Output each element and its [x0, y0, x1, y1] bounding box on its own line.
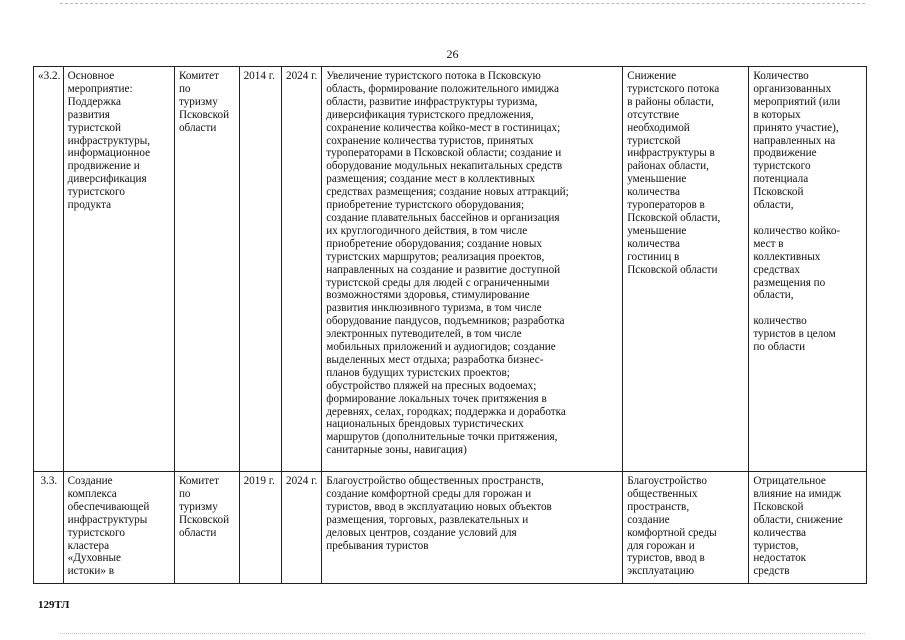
scan-artifact-bottom — [60, 633, 865, 635]
scan-artifact-top — [60, 3, 865, 5]
document-code: 129ТЛ — [38, 599, 70, 611]
end-year: 2024 г. — [281, 67, 321, 472]
consequences-of-non-implementation: Снижение туристского потока в районы области, отсутствие необходимой туристской инфраструктуры в районах области, уменьшение количества туроператоров в Псковской области, уменьшение количества гостиниц в Псковской области — [623, 67, 749, 472]
consequences-of-non-implementation: Благоустройство общественных пространств, создание комфортной среды для горожан и туристов, ввод в эксплуатацию — [623, 472, 749, 584]
table-row — [34, 67, 867, 472]
expected-result: Увеличение туристского потока в Псковскую область, формирование положительного имиджа области, развитие инфраструктуры туризма, диверсификация туристского предложения, сохранение количества койко-мест в гостиницах; сохранение количества туристов, принятых туроператорами в Псковской области; создание и оборудование модульных некапитальных средств размещения; создание мест в коллективных средствах размещения; создание новых аттракций; приобретение туристского оборудования; создание плавательных бассейнов и организация их круглогодичного действия, в том числе приобретение оборудования; создание новых туристских маршрутов; реализация проектов, направленных на создание и развитие доступной туристской среды для людей с ограниченными возможностями здоровья, стимулирование развития инклюзивного туризма, в том числе оборудование пандусов, подъемников; разработка электронных путеводителей, в том числе мобильных приложений и аудиогидов; создание выделенных мест отдыха; разработка бизнес- планов будущих туристских проектов; обустройство пляжей на пресных водоемах; формирование локальных точек притяжения в деревнях, селах, городках; поддержка и доработка национальных брендовых туристических маршрутов (дополнительные точки притяжения, санитарные зоны, навигация) — [322, 67, 623, 472]
responsible-executor: Комитет по туризму Псковской области — [174, 472, 239, 584]
end-year: 2024 г. — [281, 472, 321, 584]
table-row — [34, 472, 867, 584]
program-table — [33, 66, 867, 584]
row-number: «3.2. — [34, 67, 64, 472]
start-year: 2014 г. — [239, 67, 281, 472]
related-indicators: Количество организованных мероприятий (или в которых принято участие), направленных на продвижение туристского потенциала Псковской области, количество койко- мест в коллективных средствах размещения по области, количество туристов в целом по области — [749, 67, 867, 472]
start-year: 2019 г. — [239, 472, 281, 584]
row-number: 3.3. — [34, 472, 64, 584]
expected-result: Благоустройство общественных пространств, создание комфортной среды для горожан и туристов, ввод в эксплуатацию новых объектов размещения, торговых, развлекательных и деловых центров, создание условий для пребывания туристов — [322, 472, 623, 584]
measure-name: Основное мероприятие: Поддержка развития туристской инфраструктуры, информационное продвижение и диверсификация туристского продукта — [63, 67, 174, 472]
responsible-executor: Комитет по туризму Псковской области — [174, 67, 239, 472]
related-indicators: Отрицательное влияние на имидж Псковской области, снижение количества туристов, недостаток средств — [749, 472, 867, 584]
page-number: 26 — [446, 47, 459, 61]
measure-name: Создание комплекса обеспечивающей инфраструктуры туристского кластера «Духовные истоки» в — [63, 472, 174, 584]
